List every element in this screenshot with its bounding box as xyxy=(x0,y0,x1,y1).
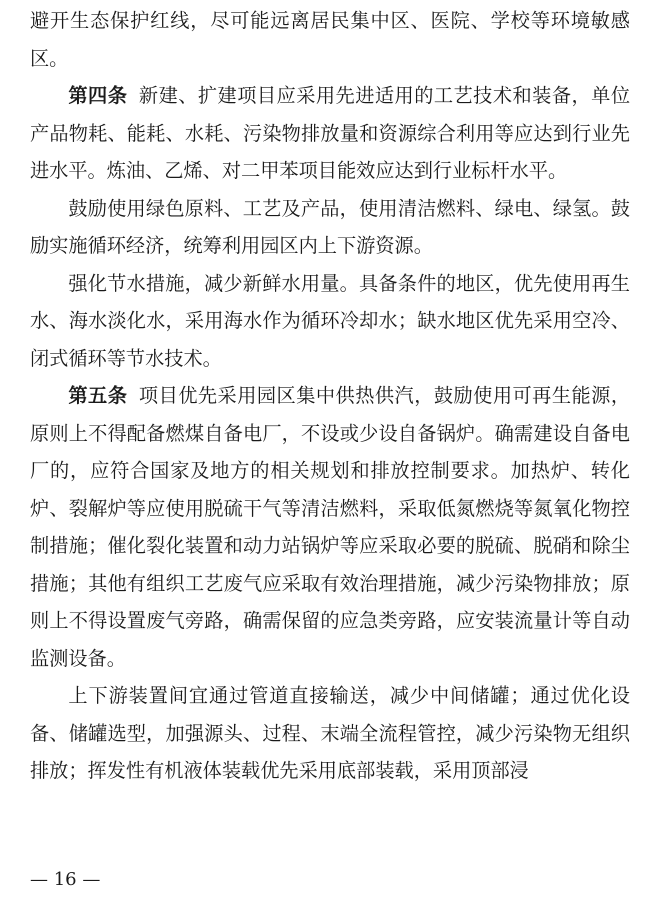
document-page xyxy=(30,2,630,790)
page-number-footer: — 16 — xyxy=(30,869,101,890)
paragraph-text: 避开生态保护红线，尽可能远离居民集中区、医院、学校等环境敏感区。 xyxy=(30,9,630,70)
article-heading: 第五条 xyxy=(68,384,128,407)
paragraph-green-materials xyxy=(30,190,630,265)
paragraph-text: 鼓励使用绿色原料、工艺及产品，使用清洁燃料、绿电、绿氢。鼓励实施循环经济，统筹利用园区内上下游资源。 xyxy=(30,196,630,257)
paragraph-text: 强化节水措施，减少新鲜水用量。具备条件的地区，优先使用再生水、海水淡化水，采用海水作为循环冷却水；缺水地区优先采用空冷、闭式循环等节水技术。 xyxy=(30,271,630,370)
paragraph-text: 项目优先采用园区集中供热供汽，鼓励使用可再生能源，原则上不得配备燃煤自备电厂，不设或少设自备锅炉。确需建设自备电厂的，应符合国家及地方的相关规划和排放控制要求。加热炉、转化炉、裂解炉等应使用脱硫干气等清洁燃料，采取低氮燃烧等氮氧化物控制措施；催化裂化装置和动力站锅炉等应采取必要的脱硫、脱硝和除尘措施；其他有组织工艺废气应采取有效治理措施，减少污染物排放；原则上不得设置废气旁路，确需保留的应急类旁路，应安装流量计等自动监测设备。 xyxy=(30,384,631,670)
paragraph-article-4 xyxy=(30,77,630,190)
paragraph-pipeline-transport xyxy=(30,677,630,790)
paragraph-water-saving xyxy=(30,265,630,378)
paragraph-continuation xyxy=(30,2,630,77)
paragraph-text: 新建、扩建项目应采用先进适用的工艺技术和装备，单位产品物耗、能耗、水耗、污染物排放量和资源综合利用等应达到行业先进水平。炼油、乙烯、对二甲苯项目能效应达到行业标杆水平。 xyxy=(30,84,631,182)
article-heading: 第四条 xyxy=(68,84,128,107)
paragraph-article-5 xyxy=(30,377,630,677)
paragraph-text: 上下游装置间宜通过管道直接输送，减少中间储罐；通过优化设备、储罐选型，加强源头、过程、末端全流程管控，减少污染物无组织排放；挥发性有机液体装载优先采用底部装载，采用顶部浸 xyxy=(30,684,630,782)
